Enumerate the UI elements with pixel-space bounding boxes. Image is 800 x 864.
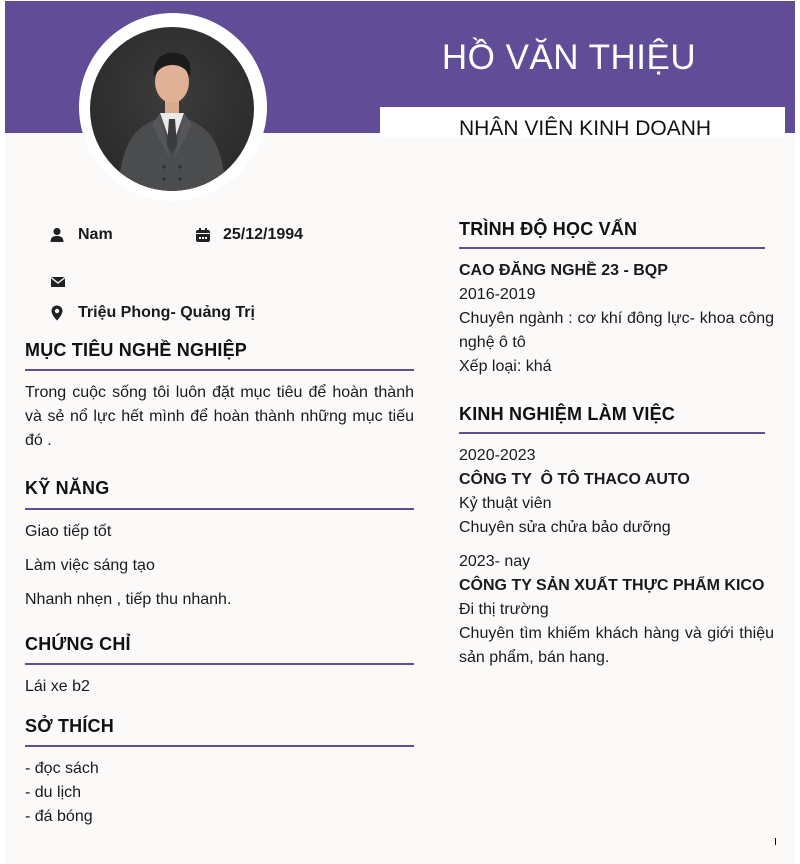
gender-row [49, 226, 113, 244]
experience-divider [459, 432, 765, 434]
hobbies-divider [25, 745, 414, 747]
job-period: 2020-2023 [459, 447, 536, 464]
map-pin-icon [49, 305, 65, 321]
avatar [90, 27, 254, 191]
email-row [50, 274, 78, 290]
hobbies-title: SỞ THÍCH [25, 716, 114, 736]
skill-item: Giao tiếp tốt [25, 523, 112, 540]
cv-paper [5, 133, 795, 864]
user-icon [49, 227, 65, 243]
hobby-item: - du lịch [25, 784, 82, 801]
education-major: Chuyên ngành : cơ khí đông lực- khoa công nghệ ô tô [459, 310, 774, 351]
objective-divider [25, 369, 414, 371]
hobby-item: - đá bóng [25, 808, 93, 825]
calendar-icon [195, 227, 211, 243]
education-period: 2016-2019 [459, 286, 536, 303]
text-cursor [775, 838, 776, 845]
job-company: CÔNG TY SẢN XUẤT THỰC PHẨM KICO [459, 577, 765, 594]
envelope-icon [50, 274, 66, 290]
job-position: Kỷ thuật viên [459, 495, 552, 512]
objective-text: Trong cuộc sống tôi luôn đặt mục tiêu để hoàn thành và sẻ nổ lực hết mình để hoàn thành những mục tiếu đó . [25, 384, 414, 449]
education-rank: Xếp loại: khá [459, 358, 552, 375]
birthdate-value: 25/12/1994 [223, 226, 304, 243]
candidate-name: HỒ VĂN THIỆU [441, 38, 697, 77]
job-title: NHÂN VIÊN KINH DOANH [459, 117, 712, 140]
gender-value: Nam [78, 226, 113, 243]
job-description: Chuyên tìm khiếm khách hàng và giới thiệu sản phẩm, bán hang. [459, 625, 774, 666]
job-period: 2023- nay [459, 553, 531, 570]
certificates-divider [25, 663, 414, 665]
skills-title: KỸ NĂNG [25, 478, 110, 498]
objective-title: MỤC TIÊU NGHỀ NGHIỆP [25, 340, 248, 360]
birthdate-row [195, 226, 303, 244]
address-row [49, 304, 255, 322]
skills-divider [25, 508, 414, 510]
certificate-item: Lái xe b2 [25, 678, 90, 695]
skill-item: Làm việc sáng tạo [25, 557, 155, 574]
skill-item: Nhanh nhẹn , tiếp thu nhanh. [25, 591, 232, 608]
address-value: Triệu Phong- Quảng Trị [78, 304, 255, 321]
experience-title: KINH NGHIỆM LÀM VIỆC [459, 404, 676, 424]
certificates-title: CHỨNG CHỈ [25, 634, 131, 654]
education-title: TRÌNH ĐỘ HỌC VẤN [459, 219, 638, 239]
job-description: Chuyên sửa chửa bảo dưỡng [459, 519, 671, 536]
person-photo-icon [90, 27, 254, 191]
hobby-item: - đọc sách [25, 760, 99, 777]
job-position: Đi thị trường [459, 601, 549, 618]
education-divider [459, 247, 765, 249]
job-company: CÔNG TY Ô TÔ THACO AUTO [459, 471, 690, 488]
education-school: CAO ĐĂNG NGHỀ 23 - BQP [459, 262, 668, 279]
